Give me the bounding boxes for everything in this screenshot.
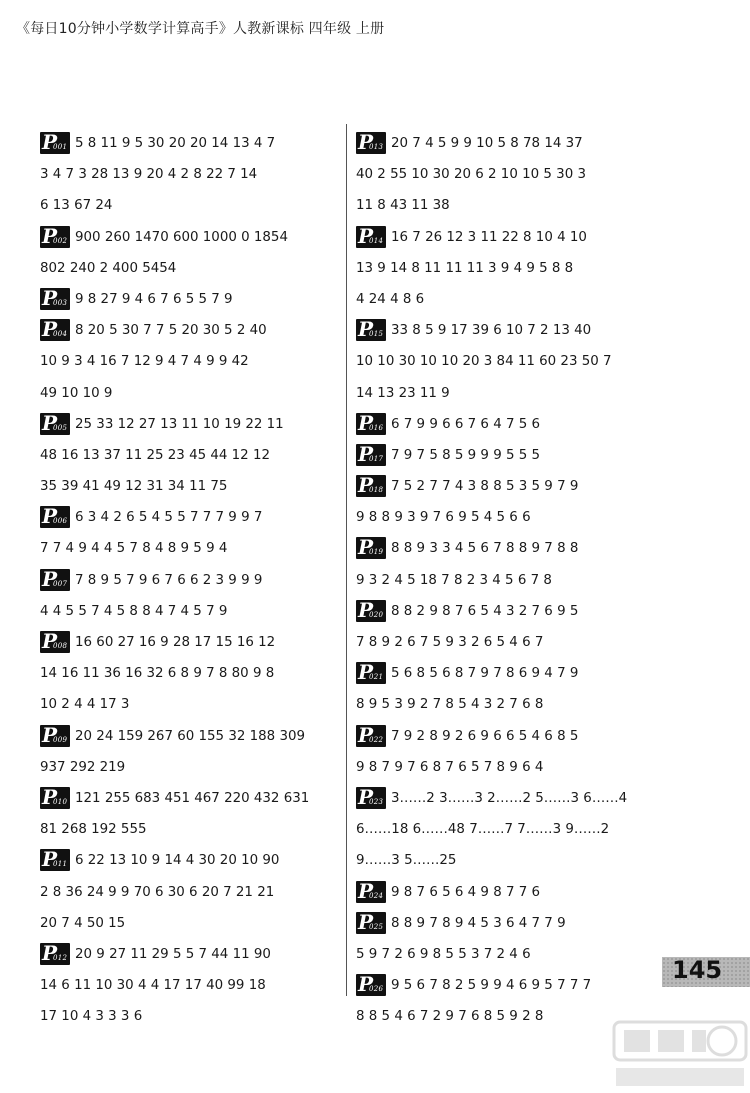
answer-line — [40, 627, 336, 658]
page-tag-icon: P 008 — [40, 631, 70, 653]
answer-entry — [356, 658, 672, 720]
answer-line — [40, 596, 336, 627]
page-tag-icon: P 021 — [356, 662, 386, 684]
page-tag-number: 009 — [53, 735, 68, 744]
answer-values: 121 255 683 451 467 220 432 631 — [75, 790, 310, 806]
answer-values: 20 24 159 267 60 155 32 188 309 — [75, 728, 306, 744]
answer-values: 9……3 5……25 — [356, 853, 457, 869]
answer-line — [356, 627, 672, 658]
answer-line — [40, 939, 336, 970]
answer-entry — [40, 627, 336, 721]
answer-values: 2 8 36 24 9 9 70 6 30 6 20 7 21 21 — [40, 884, 275, 900]
page-tag-icon: P 013 — [356, 132, 386, 154]
answer-values: 9 5 6 7 8 2 5 9 9 4 6 9 5 7 7 7 — [391, 978, 592, 994]
answer-entry — [356, 721, 672, 783]
page-tag-number: 001 — [53, 143, 68, 151]
answer-values: 20 7 4 5 9 9 10 5 8 78 14 37 — [391, 136, 583, 151]
answer-line — [40, 128, 336, 159]
answer-values: 900 260 1470 600 1000 0 1854 — [75, 229, 288, 245]
answer-line — [356, 533, 672, 564]
answer-values: 5 8 11 9 5 30 20 20 14 13 4 7 — [75, 136, 276, 151]
answer-line — [40, 845, 336, 876]
answer-values: 9 3 2 4 5 18 7 8 2 3 4 5 6 7 8 — [356, 572, 552, 588]
answer-values: 11 8 43 11 38 — [356, 198, 450, 214]
page-tag-icon: P 011 — [40, 849, 70, 871]
answer-values: 6……18 6……48 7……7 7……3 9……2 — [356, 822, 610, 838]
answer-values: 5 6 8 5 6 8 7 9 7 8 6 9 4 7 9 — [391, 666, 579, 682]
page-tag-number: 021 — [369, 673, 384, 682]
page-tag-number: 020 — [369, 610, 384, 619]
answer-line — [356, 596, 672, 627]
answer-values: 8 8 2 9 8 7 6 5 4 3 2 7 6 9 5 — [391, 603, 579, 619]
answer-line — [40, 502, 336, 533]
answer-line — [40, 409, 336, 440]
answer-values: 802 240 2 400 5454 — [40, 260, 177, 276]
page-tag-number: 004 — [53, 330, 68, 339]
answer-values: 20 7 4 50 15 — [40, 915, 126, 931]
page-tag-icon: P 002 — [40, 226, 70, 248]
answer-values: 8 9 5 3 9 2 7 8 5 4 3 2 7 6 8 — [356, 697, 544, 713]
answer-line — [40, 533, 336, 564]
answer-entry — [40, 502, 336, 564]
answer-line — [40, 378, 336, 409]
page-tag-number: 019 — [369, 548, 384, 557]
answer-entry — [40, 409, 336, 503]
answer-line — [356, 814, 672, 845]
answer-values: 10 9 3 4 16 7 12 9 4 7 4 9 9 42 — [40, 354, 249, 370]
answer-line — [356, 565, 672, 596]
answer-line — [40, 315, 336, 346]
answer-values: 49 10 10 9 — [40, 385, 113, 401]
answer-values: 8 20 5 30 7 7 5 20 30 5 2 40 — [75, 323, 267, 339]
answer-entry — [356, 440, 672, 471]
answer-line — [356, 253, 672, 284]
answer-values: 6 7 9 9 6 6 7 6 4 7 5 6 — [391, 416, 541, 432]
answer-values: 25 33 12 27 13 11 10 19 22 11 — [75, 416, 284, 432]
page-tag-icon: P 010 — [40, 787, 70, 809]
answer-line — [356, 721, 672, 752]
answer-line — [40, 1001, 336, 1032]
answer-entry — [40, 845, 336, 939]
answer-values: 7 8 9 2 6 7 5 9 3 2 6 5 4 6 7 — [356, 635, 544, 650]
answer-values: 33 8 5 9 17 39 6 10 7 2 13 40 — [391, 323, 592, 339]
answer-values: 16 60 27 16 9 28 17 15 16 12 — [75, 635, 276, 650]
answer-values: 4 24 4 8 6 — [356, 291, 425, 307]
answer-values: 3……2 3……3 2……2 5……3 6……4 — [391, 790, 628, 806]
answer-line — [356, 471, 672, 502]
answer-values: 40 2 55 10 30 20 6 2 10 10 5 30 3 — [356, 167, 586, 183]
answer-line — [40, 565, 336, 596]
page-tag-number: 016 — [369, 423, 384, 432]
page-tag-number: 012 — [53, 953, 68, 962]
answer-entry — [356, 877, 672, 908]
answers-right-column — [356, 128, 672, 1032]
answer-line — [40, 752, 336, 783]
answer-entry — [40, 222, 336, 284]
page-tag-number: 011 — [53, 860, 68, 869]
answer-line — [40, 440, 336, 471]
answer-values: 13 9 14 8 11 11 11 3 9 4 9 5 8 8 — [356, 260, 574, 276]
answer-line — [40, 346, 336, 377]
answer-line — [356, 378, 672, 409]
answer-line — [356, 346, 672, 377]
page-tag-number: 025 — [369, 922, 384, 931]
page-tag-icon: P 026 — [356, 974, 386, 996]
answer-entry — [356, 409, 672, 440]
answer-values: 8 8 9 7 8 9 4 5 3 6 4 7 7 9 — [391, 915, 566, 931]
answer-line — [356, 908, 672, 939]
page-tag-number: 014 — [369, 236, 384, 245]
page-tag-icon: P 023 — [356, 787, 386, 809]
page-tag-icon: P 007 — [40, 569, 70, 591]
page-tag-icon: P 005 — [40, 413, 70, 435]
answer-entry — [40, 939, 336, 1033]
answer-values: 9 8 7 9 7 6 8 7 6 5 7 8 9 6 4 — [356, 759, 544, 775]
answer-entry — [40, 783, 336, 845]
answer-line — [356, 502, 672, 533]
answer-values: 17 10 4 3 3 3 6 — [40, 1009, 143, 1025]
page-tag-icon: P 015 — [356, 319, 386, 341]
page-tag-icon: P 004 — [40, 319, 70, 341]
page-tag-number: 002 — [53, 236, 68, 245]
page-tag-number: 026 — [369, 985, 384, 994]
answer-values: 9 8 7 6 5 6 4 9 8 7 7 6 — [391, 884, 541, 900]
answer-line — [356, 409, 672, 440]
column-divider — [346, 124, 347, 996]
answer-values: 7 8 9 5 7 9 6 7 6 6 2 3 9 9 9 — [75, 572, 263, 588]
page-tag-icon: P 018 — [356, 475, 386, 497]
page-tag-icon: P 009 — [40, 725, 70, 747]
answer-entry — [356, 222, 672, 316]
answer-values: 7 9 2 8 9 2 6 9 6 6 5 4 6 8 5 — [391, 728, 579, 744]
answer-values: 10 10 30 10 10 20 3 84 11 60 23 50 7 — [356, 354, 612, 370]
answer-values: 6 13 67 24 — [40, 198, 113, 214]
answer-entry — [40, 315, 336, 409]
answer-values: 7 7 4 9 4 4 5 7 8 4 8 9 5 9 4 — [40, 541, 228, 557]
page-tag-number: 010 — [53, 797, 68, 806]
answer-line — [356, 440, 672, 471]
page-tag-number: 017 — [369, 454, 384, 463]
page-tag-icon: P 016 — [356, 413, 386, 435]
page-number: 145 — [672, 956, 723, 984]
page-tag-number: 003 — [53, 298, 68, 307]
answer-line — [40, 783, 336, 814]
watermark-logo — [612, 1020, 748, 1090]
page-tag-number: 018 — [369, 486, 384, 495]
page-tag-icon: P 017 — [356, 444, 386, 466]
page-tag-number: 013 — [369, 143, 384, 151]
answer-line — [356, 845, 672, 876]
answer-line — [356, 315, 672, 346]
page-tag-number: 005 — [53, 423, 68, 432]
answer-values: 10 2 4 4 17 3 — [40, 697, 130, 713]
page-tag-number: 007 — [53, 579, 68, 588]
page-tag-icon: P 024 — [356, 881, 386, 903]
page-tag-number: 008 — [53, 642, 68, 650]
answer-values: 14 16 11 36 16 32 6 8 9 7 8 80 9 8 — [40, 666, 275, 682]
answer-line — [356, 190, 672, 221]
answer-values: 81 268 192 555 — [40, 822, 147, 838]
answer-values: 3 4 7 3 28 13 9 20 4 2 8 22 7 14 — [40, 167, 258, 183]
answer-entry — [356, 533, 672, 595]
answer-entry — [40, 565, 336, 627]
answer-values: 6 3 4 2 6 5 4 5 5 7 7 7 9 9 7 — [75, 510, 263, 526]
answer-line — [40, 689, 336, 720]
page-tag-number: 006 — [53, 517, 68, 526]
page-tag-icon: P 022 — [356, 725, 386, 747]
answer-values: 35 39 41 49 12 31 34 11 75 — [40, 479, 228, 495]
page-tag-icon: P 001 — [40, 132, 70, 154]
page-tag-number: 023 — [369, 797, 384, 806]
answer-values: 14 13 23 11 9 — [356, 385, 450, 401]
page-tag-number: 024 — [369, 891, 384, 900]
page-tag-number: 015 — [369, 330, 384, 339]
answer-line — [40, 658, 336, 689]
page-tag-icon: P 025 — [356, 912, 386, 934]
answer-values: 8 8 9 3 3 4 5 6 7 8 8 9 7 8 8 — [391, 541, 579, 557]
answer-entry — [40, 721, 336, 783]
answer-values: 14 6 11 10 30 4 4 17 17 40 99 18 — [40, 978, 266, 994]
book-title-header: 《每日10分钟小学数学计算高手》人教新课标 四年级 上册 — [16, 21, 385, 37]
answer-values: 9 8 8 9 3 9 7 6 9 5 4 5 6 6 — [356, 510, 531, 526]
answer-line — [356, 752, 672, 783]
answer-line — [40, 908, 336, 939]
answer-values: 9 8 27 9 4 6 7 6 5 5 7 9 — [75, 291, 233, 307]
answer-values: 16 7 26 12 3 11 22 8 10 4 10 — [391, 229, 587, 245]
page-tag-icon: P 012 — [40, 943, 70, 965]
answer-line — [356, 877, 672, 908]
page-tag-icon: P 003 — [40, 288, 70, 310]
answer-entry — [356, 471, 672, 533]
answer-line — [356, 658, 672, 689]
answers-left-column — [40, 128, 336, 1032]
page-tag-number: 022 — [369, 735, 384, 744]
page-tag-icon: P 020 — [356, 600, 386, 622]
answer-line — [40, 471, 336, 502]
answer-values: 937 292 219 — [40, 759, 126, 775]
answer-values: 5 9 7 2 6 9 8 5 5 3 7 2 4 6 — [356, 946, 531, 962]
answer-line — [40, 190, 336, 221]
answer-line — [356, 939, 672, 970]
answer-line — [40, 877, 336, 908]
page-tag-icon: P 019 — [356, 537, 386, 559]
answer-line — [356, 222, 672, 253]
answer-line — [40, 159, 336, 190]
answer-values: 7 9 7 5 8 5 9 9 9 5 5 5 — [391, 447, 541, 463]
answer-values: 7 5 2 7 7 4 3 8 8 5 3 5 9 7 9 — [391, 479, 579, 495]
page-tag-icon: P 014 — [356, 226, 386, 248]
answer-line — [40, 222, 336, 253]
answer-entry — [356, 596, 672, 658]
answer-entry — [356, 128, 672, 222]
answer-values: 8 8 5 4 6 7 2 9 7 6 8 5 9 2 8 — [356, 1009, 544, 1025]
page-tag-icon: P 006 — [40, 506, 70, 528]
answer-line — [356, 783, 672, 814]
answer-line — [356, 689, 672, 720]
answer-values: 4 4 5 5 7 4 5 8 8 4 7 4 5 7 9 — [40, 603, 228, 619]
answer-line — [40, 253, 336, 284]
answer-line — [40, 721, 336, 752]
answer-values: 6 22 13 10 9 14 4 30 20 10 90 — [75, 853, 280, 869]
answer-values: 48 16 13 37 11 25 23 45 44 12 12 — [40, 447, 270, 463]
answer-entry — [356, 908, 672, 970]
answer-line — [356, 128, 672, 159]
answer-entry — [356, 783, 672, 877]
answer-entry — [40, 128, 336, 222]
answer-line — [40, 284, 336, 315]
answer-entry — [40, 284, 336, 315]
answer-line — [356, 284, 672, 315]
answer-values: 20 9 27 11 29 5 5 7 44 11 90 — [75, 946, 271, 962]
answer-line — [356, 970, 672, 1001]
answer-line — [40, 970, 336, 1001]
answer-line — [356, 159, 672, 190]
answer-entry — [356, 315, 672, 409]
answer-line — [40, 814, 336, 845]
